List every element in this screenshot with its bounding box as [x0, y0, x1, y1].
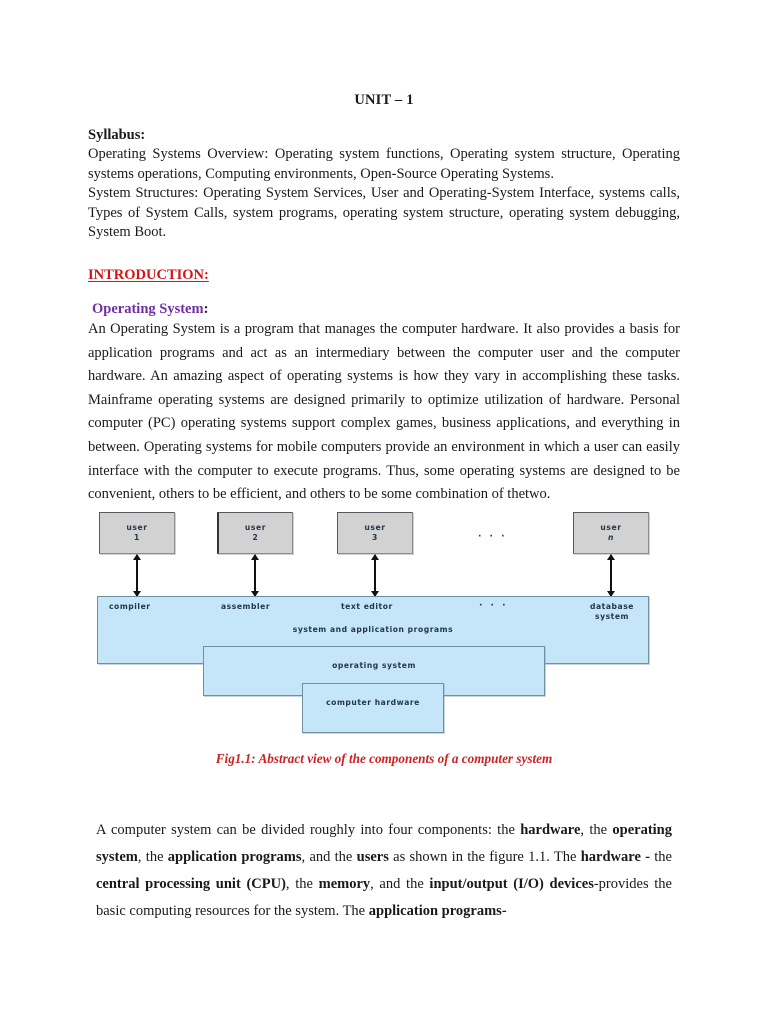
user-box-n-label: user [600, 523, 622, 532]
arrow-user-3-to-text-editor [374, 555, 376, 596]
body-text: , the [285, 876, 319, 892]
operating-system-subheading-colon: : [203, 301, 209, 317]
program-label-assembler: assembler [221, 602, 271, 611]
user-box-n [573, 512, 649, 554]
operating-system-box-label: operating system [332, 661, 416, 670]
introduction-heading: INTRODUCTION: [88, 267, 209, 283]
term-application-programs: application programs [167, 849, 302, 865]
body-text: , and the [370, 876, 430, 892]
program-label-database-system: database system [590, 602, 634, 621]
term-io-devices: input/output (I/O) devices [429, 876, 594, 892]
body-text: , and the [301, 849, 357, 865]
program-ellipsis: · · · [479, 601, 509, 611]
operating-system-subheading [92, 301, 208, 318]
user-box-1-index: 1 [134, 533, 140, 542]
body-text: A computer system can be divided roughly into four components: the [96, 822, 521, 838]
band-label-system-and-application-programs: system and application programs [292, 625, 454, 634]
syllabus-line-1: Operating Systems Overview: Operating system functions, Operating system structure, Operating systems operations, Computing environments, Open-Source Operating Systems. [88, 146, 680, 182]
program-label-compiler: compiler [109, 602, 151, 611]
body-text: , the [580, 822, 613, 838]
syllabus-line-2: System Structures: Operating System Services, User and Operating-System Interface, systems calls, Types of System Calls, system programs, operating system structure, operating system debugging, System Boot. [88, 185, 680, 240]
body-text: the [650, 849, 672, 865]
program-label-text-editor: text editor [341, 602, 393, 611]
term-application-programs-trailing: application programs- [368, 903, 507, 919]
arrow-user-1-to-compiler [136, 555, 138, 596]
arrow-user-n-to-database-system [610, 555, 612, 596]
user-box-n-index: n [607, 533, 614, 542]
syllabus-label: Syllabus: [88, 127, 146, 143]
figure-caption: Fig1.1: Abstract view of the components of a computer system [215, 751, 553, 766]
term-cpu: central processing unit (CPU) [96, 876, 286, 892]
body-text: as shown in the figure 1.1. The [388, 849, 581, 865]
term-operating-system: operating system [96, 822, 672, 865]
computer-hardware-box [302, 683, 444, 733]
operating-system-subheading-text: Operating System [92, 301, 204, 317]
page-title: UNIT – 1 [354, 92, 414, 108]
user-box-1 [99, 512, 175, 554]
body-text: -provides the basic computing resources for the system. The [96, 876, 672, 919]
body-paragraph [96, 817, 672, 925]
term-memory: memory [318, 876, 371, 892]
user-box-3 [337, 512, 413, 554]
term-hardware-dash: hardware - [580, 849, 650, 865]
arrow-user-2-to-assembler [254, 555, 256, 596]
user-box-2-index: 2 [252, 533, 259, 542]
body-text: , the [137, 849, 168, 865]
user-box-3-index: 3 [372, 533, 378, 542]
computer-hardware-box-label: computer hardware [326, 698, 420, 707]
user-ellipsis: · · · [478, 532, 508, 542]
term-hardware: hardware [520, 822, 581, 838]
user-box-2 [217, 512, 293, 554]
figure-abstract-view [93, 506, 655, 738]
syllabus-section [88, 126, 680, 243]
term-users: users [356, 849, 389, 865]
introduction-paragraph: An Operating System is a program that manages the computer hardware. It also provides a basis for application programs and act as an intermediary between the computer user and the computer hardware. An amazing aspect of operating systems is how they vary in accomplishing these tasks. Mainframe operating systems are designed primarily to optimize utilization of hardware. Personal computer (PC) operating systems support complex games, business applications, and everything in between. Operating systems for mobile computers provide an environment in which a user can easily interface with the computer to execute programs. Thus, some operating systems are designed to be convenient, others to be efficient, and others to be some combination of thetwo. [88, 321, 680, 503]
user-box-1-label: user [126, 523, 148, 532]
user-box-2-label: user [244, 523, 267, 532]
user-box-3-label: user [364, 523, 386, 532]
